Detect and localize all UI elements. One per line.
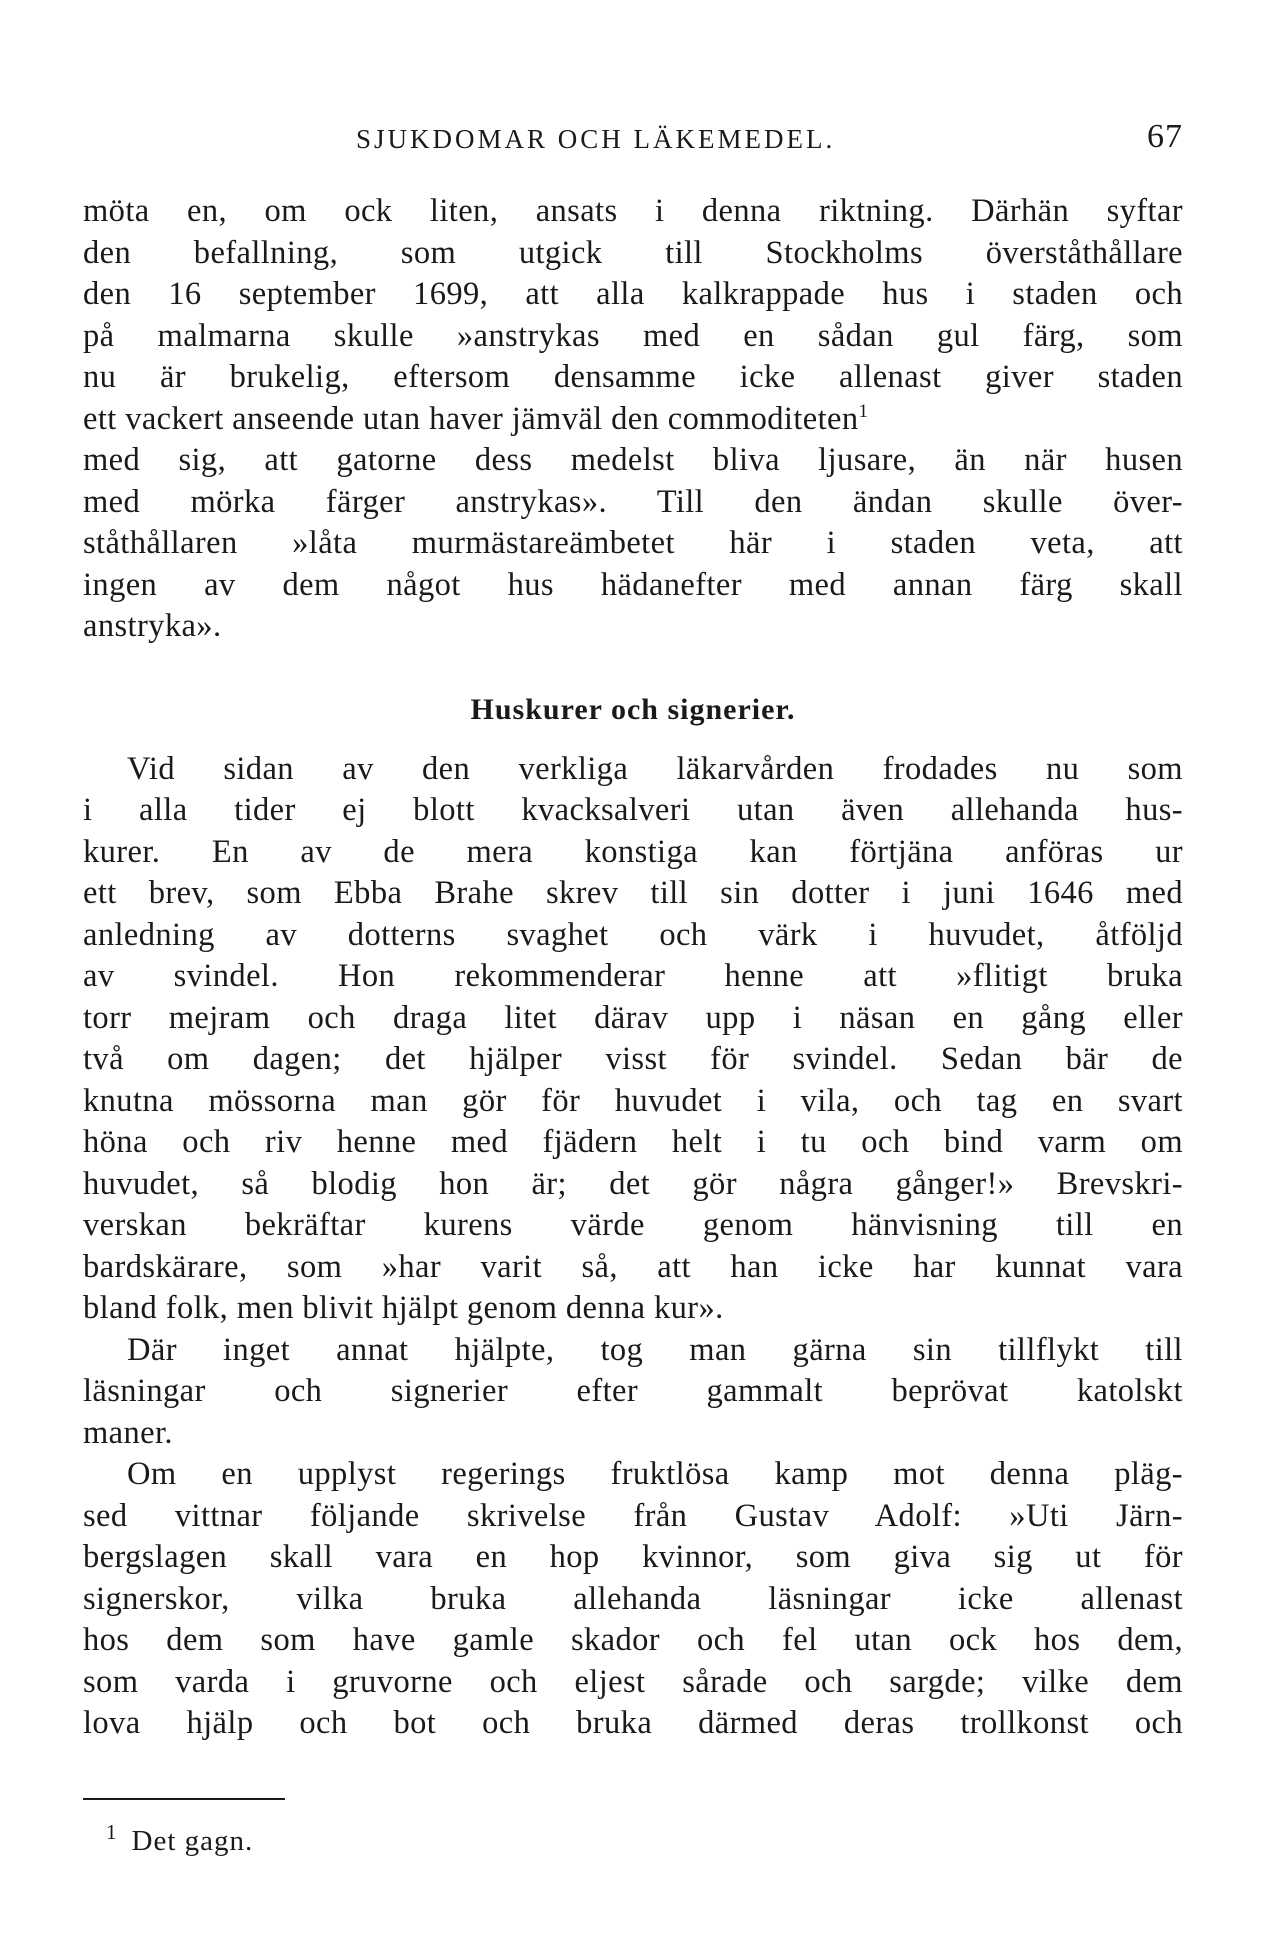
text-line: torr mejram och draga litet därav upp i näsan en gång eller [83, 999, 1183, 1036]
paragraph-4 [83, 1454, 1183, 1745]
paragraph-3 [83, 1330, 1183, 1455]
text-line: av svindel. Hon rekommenderar henne att »flitigt bruka [83, 958, 1183, 994]
text-line: som varda i gruvorne och eljest sårade och sargde; vilke dem [83, 1663, 1183, 1700]
text-line: ett brev, som Ebba Brahe skrev till sin dotter i juni 1646 med [83, 875, 1183, 911]
text-line: signerskor, vilka bruka allehanda läsningar icke allenast [83, 1580, 1183, 1617]
text-line: bland folk, men blivit hjälpt genom denna kur». [83, 1290, 724, 1326]
text-line: på malmarna skulle »anstrykas med en sådan gul färg, som [83, 317, 1183, 354]
text-line: Vid sidan av den verkliga läkarvården frodades nu som [127, 750, 1183, 787]
text-line: med sig, att gatorne dess medelst bliva ljusare, än när husen [83, 442, 1183, 478]
text-line: huvudet, så blodig hon är; det gör några gånger!» Brevskri- [83, 1165, 1183, 1202]
text-line: Om en upplyst regerings fruktlösa kamp mot denna pläg- [127, 1456, 1183, 1492]
text-line: verskan bekräftar kurens värde genom hänvisning till en [83, 1207, 1183, 1243]
running-header [83, 118, 1183, 162]
section-heading: Huskurer och signerier. [470, 692, 796, 726]
text-line: ingen av dem något hus hädanefter med annan färg skall [83, 566, 1183, 603]
text-line: möta en, om ock liten, ansats i denna riktning. Därhän syftar [83, 193, 1183, 229]
footnote-divider [83, 1798, 285, 1800]
text-line: bardskärare, som »har varit så, att han icke har kunnat vara [83, 1248, 1183, 1285]
text-line: maner. [83, 1414, 173, 1451]
text-line: sed vittnar följande skrivelse från Gustav Adolf: »Uti Järn- [83, 1497, 1183, 1534]
paragraph-1 [83, 191, 1183, 648]
text-line: den befallning, som utgick till Stockholms överståthållare [83, 234, 1183, 271]
text-line: med mörka färger anstrykas». Till den ändan skulle över- [83, 483, 1183, 520]
running-title: SJUKDOMAR OCH LÄKEMEDEL. [356, 124, 836, 154]
text-line: höna och riv henne med fjädern helt i tu och bind varm om [83, 1124, 1183, 1160]
text-line: anstryka». [83, 608, 222, 644]
text-line: knutna mössorna man gör för huvudet i vila, och tag en svart [83, 1082, 1183, 1119]
text-line: den 16 september 1699, att alla kalkrappade hus i staden och [83, 276, 1183, 312]
text-line: lova hjälp och bot och bruka därmed deras trollkonst och [83, 1705, 1183, 1741]
footnote [106, 1820, 254, 1858]
text-line: bergslagen skall vara en hop kvinnor, som giva sig ut för [83, 1539, 1183, 1575]
footnote-mark: 1 [106, 1820, 118, 1845]
book-page [83, 118, 1183, 1857]
text-line: två om dagen; det hjälper visst för svindel. Sedan bär de [83, 1041, 1183, 1077]
text-line: ståthållaren »låta murmästareämbetet här i staden veta, att [83, 525, 1183, 561]
text-line: nu är brukelig, eftersom densamme icke allenast giver staden [83, 359, 1183, 395]
footnote-reference: 1 [858, 400, 869, 422]
text-line: i alla tider ej blott kvacksalveri utan även allehanda hus- [83, 792, 1183, 828]
footnote-text: Det gagn. [131, 1825, 254, 1857]
text-line: kurer. En av de mera konstiga kan förtjäna anföras ur [83, 833, 1183, 870]
text-line: ett vackert anseende utan haver jämväl den commoditeten [83, 400, 859, 437]
text-line: Där inget annat hjälpte, tog man gärna sin tillflykt till [127, 1331, 1183, 1368]
text-line: läsningar och signerier efter gammalt beprövat katolskt [83, 1373, 1183, 1409]
paragraph-2 [83, 749, 1183, 1330]
text-line-with-footnote [83, 399, 1183, 441]
text-line: anledning av dotterns svaghet och värk i huvudet, åtföljd [83, 916, 1183, 953]
text-line: hos dem som have gamle skador och fel utan ock hos dem, [83, 1622, 1183, 1658]
page-number: 67 [1147, 118, 1183, 155]
